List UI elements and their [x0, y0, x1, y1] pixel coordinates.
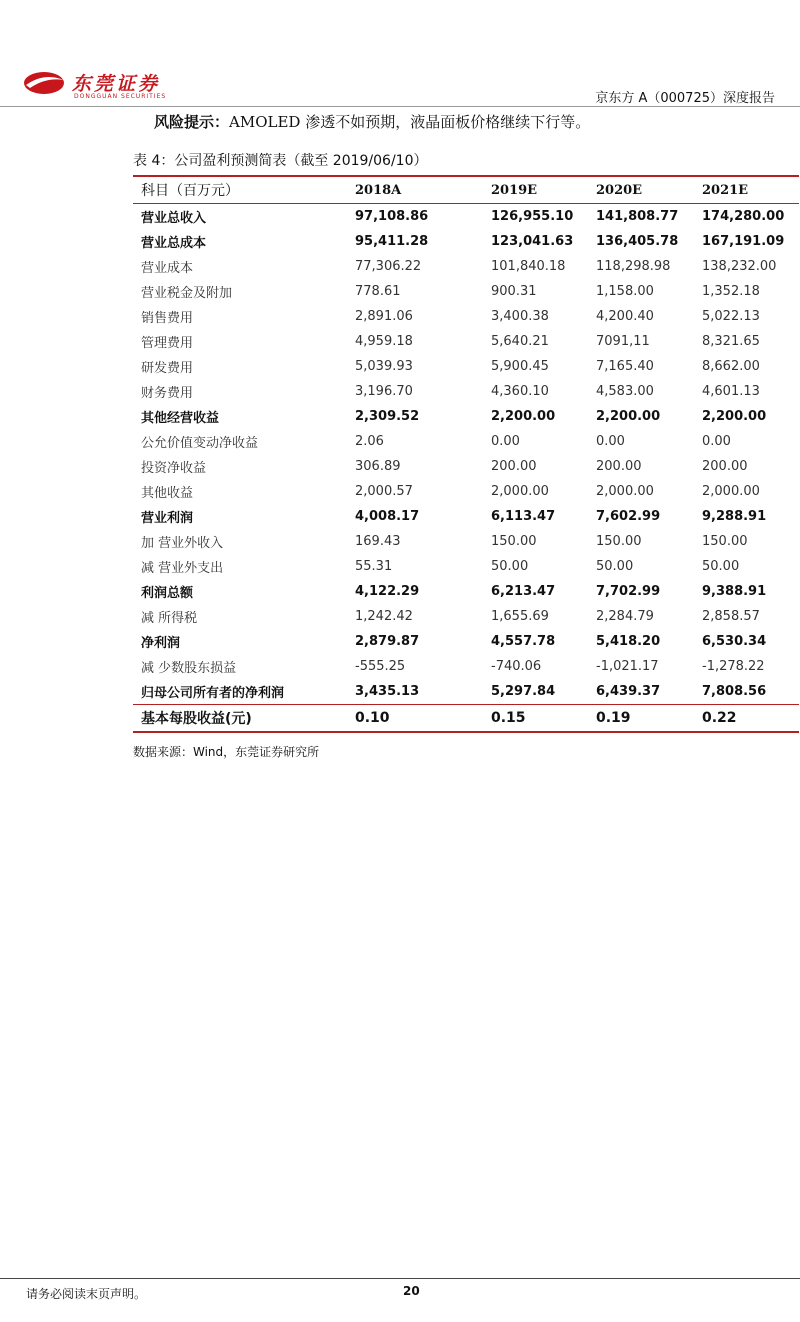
- table-cell: 4,122.29: [355, 584, 420, 599]
- column-header: 科目（百万元）: [133, 176, 347, 204]
- table-row: [133, 705, 799, 733]
- table-cell: 3,400.38: [491, 309, 549, 324]
- table-cell: -740.06: [491, 659, 542, 674]
- table-cell: 126,955.10: [491, 209, 574, 224]
- risk-text: AMOLED 渗透不如预期，液晶面板价格继续下行等。: [229, 113, 591, 131]
- logo-cn: 东莞证券: [72, 73, 161, 95]
- table-cell: 2,000.00: [702, 484, 760, 499]
- report-title: 京东方 A（000725）深度报告: [595, 91, 775, 106]
- table-cell: 150.00: [702, 534, 748, 549]
- table-cell: 4,601.13: [702, 384, 760, 399]
- table-cell: 4,008.17: [355, 509, 420, 524]
- row-label: 减 营业外支出: [141, 561, 224, 576]
- table-cell: 0.00: [596, 434, 625, 449]
- column-header: 2018A: [347, 176, 483, 204]
- logo-en: DONGGUAN SECURITIES: [74, 93, 167, 100]
- row-label: 净利润: [141, 636, 181, 651]
- footer-disclaimer: 请务必阅读末页声明。: [26, 1287, 147, 1301]
- table-cell: 141,808.77: [596, 209, 679, 224]
- table-cell: 2.06: [355, 434, 384, 449]
- table-cell: 2,200.00: [702, 409, 767, 424]
- column-header: 2021E: [694, 176, 799, 204]
- footer-divider: [0, 1278, 800, 1279]
- data-source-note: 数据来源：Wind，东莞证券研究所: [133, 745, 320, 759]
- table-cell: 7091,11: [596, 334, 650, 349]
- table-cell: 778.61: [355, 284, 401, 299]
- table-cell: 7,702.99: [596, 584, 661, 599]
- table-row: [133, 529, 799, 554]
- row-label: 管理费用: [141, 336, 194, 351]
- table-cell: 2,284.79: [596, 609, 654, 624]
- table-cell: 101,840.18: [491, 259, 566, 274]
- row-label: 营业总收入: [141, 211, 207, 226]
- table-cell: 7,165.40: [596, 359, 654, 374]
- table-cell: 1,655.69: [491, 609, 549, 624]
- table-row: [133, 329, 799, 354]
- table-cell: 138,232.00: [702, 259, 777, 274]
- table-cell: 0.19: [588, 705, 694, 733]
- table-cell: 50.00: [702, 559, 740, 574]
- table-cell: 2,200.00: [596, 409, 661, 424]
- table-cell: 174,280.00: [702, 209, 785, 224]
- table-cell: 0.15: [483, 705, 588, 733]
- row-label: 归母公司所有者的净利润: [141, 686, 285, 701]
- table-cell: 2,200.00: [491, 409, 556, 424]
- table-cell: 50.00: [491, 559, 529, 574]
- row-label: 财务费用: [141, 386, 194, 401]
- table-cell: 7,602.99: [596, 509, 661, 524]
- table-cell: 6,439.37: [596, 684, 661, 699]
- table-cell: 9,388.91: [702, 584, 767, 599]
- table-row: [133, 429, 799, 454]
- row-label: 销售费用: [141, 311, 194, 326]
- table-cell: 3,196.70: [355, 384, 413, 399]
- table-cell: 150.00: [596, 534, 642, 549]
- table-cell: 8,662.00: [702, 359, 760, 374]
- table-cell: 136,405.78: [596, 234, 679, 249]
- table-cell: 200.00: [491, 459, 537, 474]
- table-cell: 2,000.57: [355, 484, 413, 499]
- table-cell: 0.00: [491, 434, 520, 449]
- table-cell: 1,242.42: [355, 609, 413, 624]
- table-cell: 167,191.09: [702, 234, 785, 249]
- row-label: 其他收益: [141, 486, 194, 501]
- table-cell: 1,352.18: [702, 284, 760, 299]
- table-cell: 4,360.10: [491, 384, 549, 399]
- table-cell: 200.00: [596, 459, 642, 474]
- table-cell: 8,321.65: [702, 334, 760, 349]
- table-cell: -1,278.22: [702, 659, 765, 674]
- table-cell: 55.31: [355, 559, 393, 574]
- table-cell: 6,213.47: [491, 584, 556, 599]
- table-row: [133, 679, 799, 705]
- table-row: [133, 204, 799, 230]
- row-label: 其他经营收益: [141, 411, 220, 426]
- risk-warning: [154, 111, 590, 132]
- table-row: [133, 629, 799, 654]
- table-row: [133, 554, 799, 579]
- table-cell: 200.00: [702, 459, 748, 474]
- table-row: [133, 654, 799, 679]
- table-cell: -1,021.17: [596, 659, 659, 674]
- table-row: [133, 379, 799, 404]
- table-cell: 6,530.34: [702, 634, 767, 649]
- row-label: 投资净收益: [141, 461, 207, 476]
- page-number: 20: [403, 1284, 420, 1298]
- table-row: [133, 504, 799, 529]
- table-cell: 95,411.28: [355, 234, 429, 249]
- table-cell: 0.00: [702, 434, 731, 449]
- table-cell: 123,041.63: [491, 234, 574, 249]
- table-cell: 4,959.18: [355, 334, 413, 349]
- table-cell: 2,309.52: [355, 409, 420, 424]
- table-cell: 3,435.13: [355, 684, 420, 699]
- table-row: [133, 479, 799, 504]
- table-cell: 2,000.00: [491, 484, 549, 499]
- column-header: 2019E: [483, 176, 588, 204]
- header-divider: [0, 106, 800, 107]
- page-header: [0, 0, 800, 110]
- row-label: 利润总额: [141, 586, 194, 601]
- table-cell: 0.10: [347, 705, 483, 733]
- table-cell: 4,200.40: [596, 309, 654, 324]
- table-cell: -555.25: [355, 659, 406, 674]
- row-label: 减 所得税: [141, 611, 198, 626]
- table-cell: 6,113.47: [491, 509, 556, 524]
- table-row: [133, 354, 799, 379]
- table-cell: 2,879.87: [355, 634, 420, 649]
- table-cell: 5,640.21: [491, 334, 549, 349]
- table-cell: 77,306.22: [355, 259, 422, 274]
- table-row: [133, 454, 799, 479]
- table-cell: 4,583.00: [596, 384, 654, 399]
- table-row: [133, 604, 799, 629]
- table-cell: 0.22: [694, 705, 799, 733]
- table-cell: 2,891.06: [355, 309, 413, 324]
- table-body: [133, 204, 799, 733]
- row-label: 基本每股收益(元): [133, 705, 347, 733]
- table-header-row: [133, 176, 799, 204]
- table-title: 表 4：公司盈利预测简表（截至 2019/06/10）: [133, 153, 428, 169]
- earnings-forecast-table: [133, 175, 799, 733]
- table-row: [133, 304, 799, 329]
- row-label: 减 少数股东损益: [141, 661, 237, 676]
- table-cell: 2,858.57: [702, 609, 760, 624]
- table-cell: 5,418.20: [596, 634, 661, 649]
- table-row: [133, 404, 799, 429]
- table-cell: 5,900.45: [491, 359, 549, 374]
- column-header: 2020E: [588, 176, 694, 204]
- table-cell: 2,000.00: [596, 484, 654, 499]
- table-cell: 1,158.00: [596, 284, 654, 299]
- row-label: 营业利润: [141, 511, 194, 526]
- table-cell: 9,288.91: [702, 509, 767, 524]
- table-row: [133, 579, 799, 604]
- table-cell: 50.00: [596, 559, 634, 574]
- table-cell: 4,557.78: [491, 634, 556, 649]
- table-cell: 118,298.98: [596, 259, 671, 274]
- table-row: [133, 279, 799, 304]
- row-label: 加 营业外收入: [141, 536, 224, 551]
- table-cell: 5,039.93: [355, 359, 413, 374]
- table-row: [133, 229, 799, 254]
- table-row: [133, 254, 799, 279]
- risk-label: 风险提示：: [154, 113, 230, 131]
- table-cell: 169.43: [355, 534, 401, 549]
- table-cell: 150.00: [491, 534, 537, 549]
- table-cell: 900.31: [491, 284, 537, 299]
- row-label: 营业成本: [141, 261, 194, 276]
- table-cell: 5,297.84: [491, 684, 556, 699]
- row-label: 公允价值变动净收益: [141, 436, 259, 451]
- table-cell: 5,022.13: [702, 309, 760, 324]
- table-cell: 7,808.56: [702, 684, 767, 699]
- row-label: 研发费用: [141, 361, 194, 376]
- table-cell: 97,108.86: [355, 209, 429, 224]
- table-cell: 306.89: [355, 459, 401, 474]
- row-label: 营业总成本: [141, 236, 207, 251]
- logo-swoosh-icon: [22, 68, 68, 98]
- row-label: 营业税金及附加: [141, 286, 233, 301]
